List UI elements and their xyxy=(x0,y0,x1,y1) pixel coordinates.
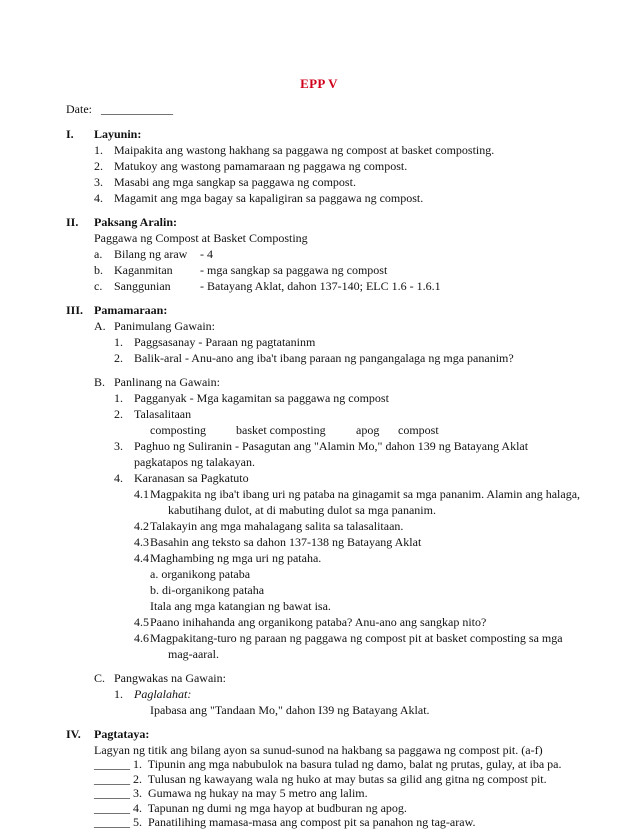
step-4-1-text: Magpakita ng iba't ibang uri ng pataba na ginagamit sa mga pananim. Alamin ang halaga, xyxy=(150,487,581,501)
objective-3-text: Masabi ang mga sangkap sa paggawa ng compost. xyxy=(114,175,356,189)
lesson-item-a-letter: a. xyxy=(94,247,103,261)
part-a-letter: A. xyxy=(94,319,106,333)
section-2-numeral: II. xyxy=(66,215,79,229)
objective-1-number: 1. xyxy=(94,143,103,157)
vocab-word-4: compost xyxy=(398,423,439,437)
objective-3-number: 3. xyxy=(94,175,103,189)
item-text: Tapunan ng dumi ng mga hayop at budburan ng apog. xyxy=(147,800,407,815)
item-number: 2. xyxy=(133,771,142,786)
lesson-topic: Paggawa ng Compost at Basket Composting xyxy=(94,231,308,245)
evaluation-row xyxy=(94,815,475,829)
step-4-3-text: Basahin ang teksto sa dahon 137-138 ng Batayang Aklat xyxy=(150,535,422,549)
date-line xyxy=(66,102,173,116)
lesson-item-c-key: Sanggunian xyxy=(114,279,171,293)
item-number: 1. xyxy=(133,757,142,771)
item-text: Tulusan ng kawayang wala ng huko at may butas sa gilid ang gitna ng compost pit. xyxy=(147,771,547,786)
part-a-heading: Panimulang Gawain: xyxy=(114,319,215,333)
evaluation-row xyxy=(94,801,407,815)
step-4-5-text: Paano inihahanda ang organikong pataba? Anu-ano ang sangkap nito? xyxy=(150,615,487,629)
section-4-heading: Pagtataya: xyxy=(94,727,150,741)
objective-4-text: Magamit ang mga bagay sa kapaligiran sa paggawa ng compost. xyxy=(114,191,424,205)
objective-4-number: 4. xyxy=(94,191,103,205)
part-c-heading: Pangwakas na Gawain: xyxy=(114,671,226,685)
step-4-3-number: 4.3 xyxy=(134,535,149,549)
step-4-5-number: 4.5 xyxy=(134,615,149,629)
step-4-1-number: 4.1 xyxy=(134,487,149,501)
lesson-item-c-letter: c. xyxy=(94,279,103,293)
objective-1-text: Maipakita ang wastong hakhang sa paggawa ng compost at basket composting. xyxy=(114,143,495,157)
item-number: 3. xyxy=(133,786,142,800)
date-label: Date: xyxy=(66,102,92,116)
part-a-item-2-number: 2. xyxy=(114,351,123,365)
item-number: 4. xyxy=(133,800,142,815)
step-4-6-text-cont: mag-aaral. xyxy=(168,647,219,661)
part-a-item-1-text: Paggsasanay - Paraan ng pagtataninm xyxy=(134,335,316,349)
part-b-item-3-text: Paghuo ng Suliranin - Pasagutan ang "Alamin Mo," dahon 139 ng Batayang Aklat xyxy=(134,439,529,453)
section-1-heading: Layunin: xyxy=(94,127,142,141)
section-2-heading: Paksang Aralin: xyxy=(94,215,178,229)
answer-blank: ______ xyxy=(94,800,130,815)
step-4-6-text: Magpakitang-turo ng paraan ng paggawa ng compost pit at basket composting sa mga xyxy=(150,631,563,645)
document-title: EPP V xyxy=(300,76,338,91)
answer-blank: ______ xyxy=(94,815,130,829)
date-blank: ____________ xyxy=(101,102,173,116)
lesson-item-c-value: - Batayang Aklat, dahon 137-140; ELC 1.6 - 1.6.1 xyxy=(200,279,441,293)
part-b-heading: Panlinang na Gawain: xyxy=(114,375,220,389)
step-4-4-option-a: a. organikong pataba xyxy=(150,567,251,581)
item-text: Gumawa ng hukay na may 5 metro ang lalim. xyxy=(148,786,368,800)
step-4-4-text: Maghambing ng mga uri ng pataha. xyxy=(150,551,322,565)
section-1-numeral: I. xyxy=(66,127,74,141)
section-3-numeral: III. xyxy=(66,303,84,317)
part-c-item-1-label: Paglalahat: xyxy=(134,687,192,701)
answer-blank: ______ xyxy=(94,786,130,800)
section-4-numeral: IV. xyxy=(66,727,81,741)
section-3-heading: Pamamaraan: xyxy=(94,303,168,317)
vocab-word-1: composting xyxy=(150,423,206,437)
part-b-item-2-text: Talasalitaan xyxy=(134,407,192,421)
part-b-letter: B. xyxy=(94,375,106,389)
part-b-item-2-number: 2. xyxy=(114,407,123,421)
evaluation-row xyxy=(94,772,547,786)
part-b-item-3-text-cont: pagkatapos ng talakayan. xyxy=(134,455,255,469)
evaluation-row xyxy=(94,786,368,800)
objective-2-number: 2. xyxy=(94,159,103,173)
part-a-item-2-text: Balik-aral - Anu-ano ang iba't ibang paraan ng pangangalaga ng mga pananim? xyxy=(134,351,514,365)
objective-2-text: Matukoy ang wastong pamamaraan ng paggawa ng compost. xyxy=(114,159,408,173)
item-number: 5. xyxy=(133,815,142,829)
vocab-word-3: apog xyxy=(356,423,380,437)
item-text: Tipunin ang mga nabubulok na basura tulad ng damo, balat ng prutas, gulay, at iba pa. xyxy=(147,757,562,771)
step-4-6-number: 4.6 xyxy=(134,631,149,645)
lesson-item-a-value: - 4 xyxy=(200,247,213,261)
lesson-item-a-key: Bilang ng araw xyxy=(114,247,188,261)
lesson-item-b-key: Kaganmitan xyxy=(114,263,173,277)
part-a-item-1-number: 1. xyxy=(114,335,123,349)
part-b-item-1-text: Pagganyak - Mga kagamitan sa paggawa ng compost xyxy=(134,391,389,405)
part-c-item-1-number: 1. xyxy=(114,687,123,701)
part-b-item-4-number: 4. xyxy=(114,471,123,485)
step-4-2-number: 4.2 xyxy=(134,519,149,533)
step-4-4-option-b: b. di-organikong pataha xyxy=(150,583,265,597)
item-text: Panatilihing mamasa-masa ang compost pit sa panahon ng tag-araw. xyxy=(148,815,476,829)
answer-blank: ______ xyxy=(94,757,130,771)
evaluation-instructions: Lagyan ng titik ang bilang ayon sa sunud-sunod na hakbang sa paggawa ng compost pit. (a-f) xyxy=(94,743,543,757)
step-4-1-text-cont: kabutihang dulot, at di mabuting dulot sa mga pananim. xyxy=(168,503,436,517)
step-4-2-text: Talakayin ang mga mahalagang salita sa talasalitaan. xyxy=(150,519,404,533)
lesson-item-b-value: - mga sangkap sa paggawa ng compost xyxy=(200,263,388,277)
part-b-item-1-number: 1. xyxy=(114,391,123,405)
part-b-item-4-text: Karanasan sa Pagkatuto xyxy=(134,471,249,485)
evaluation-row xyxy=(94,757,562,771)
vocab-word-2: basket composting xyxy=(236,423,326,437)
answer-blank: ______ xyxy=(94,771,130,786)
part-c-item-1-text: Ipabasa ang "Tandaan Mo," dahon I39 ng Batayang Aklat. xyxy=(150,703,430,717)
step-4-4-number: 4.4 xyxy=(134,551,149,565)
part-b-item-3-number: 3. xyxy=(114,439,123,453)
lesson-item-b-letter: b. xyxy=(94,263,103,277)
step-4-4-note: Itala ang mga katangian ng bawat isa. xyxy=(150,599,331,613)
part-c-letter: C. xyxy=(94,671,106,685)
